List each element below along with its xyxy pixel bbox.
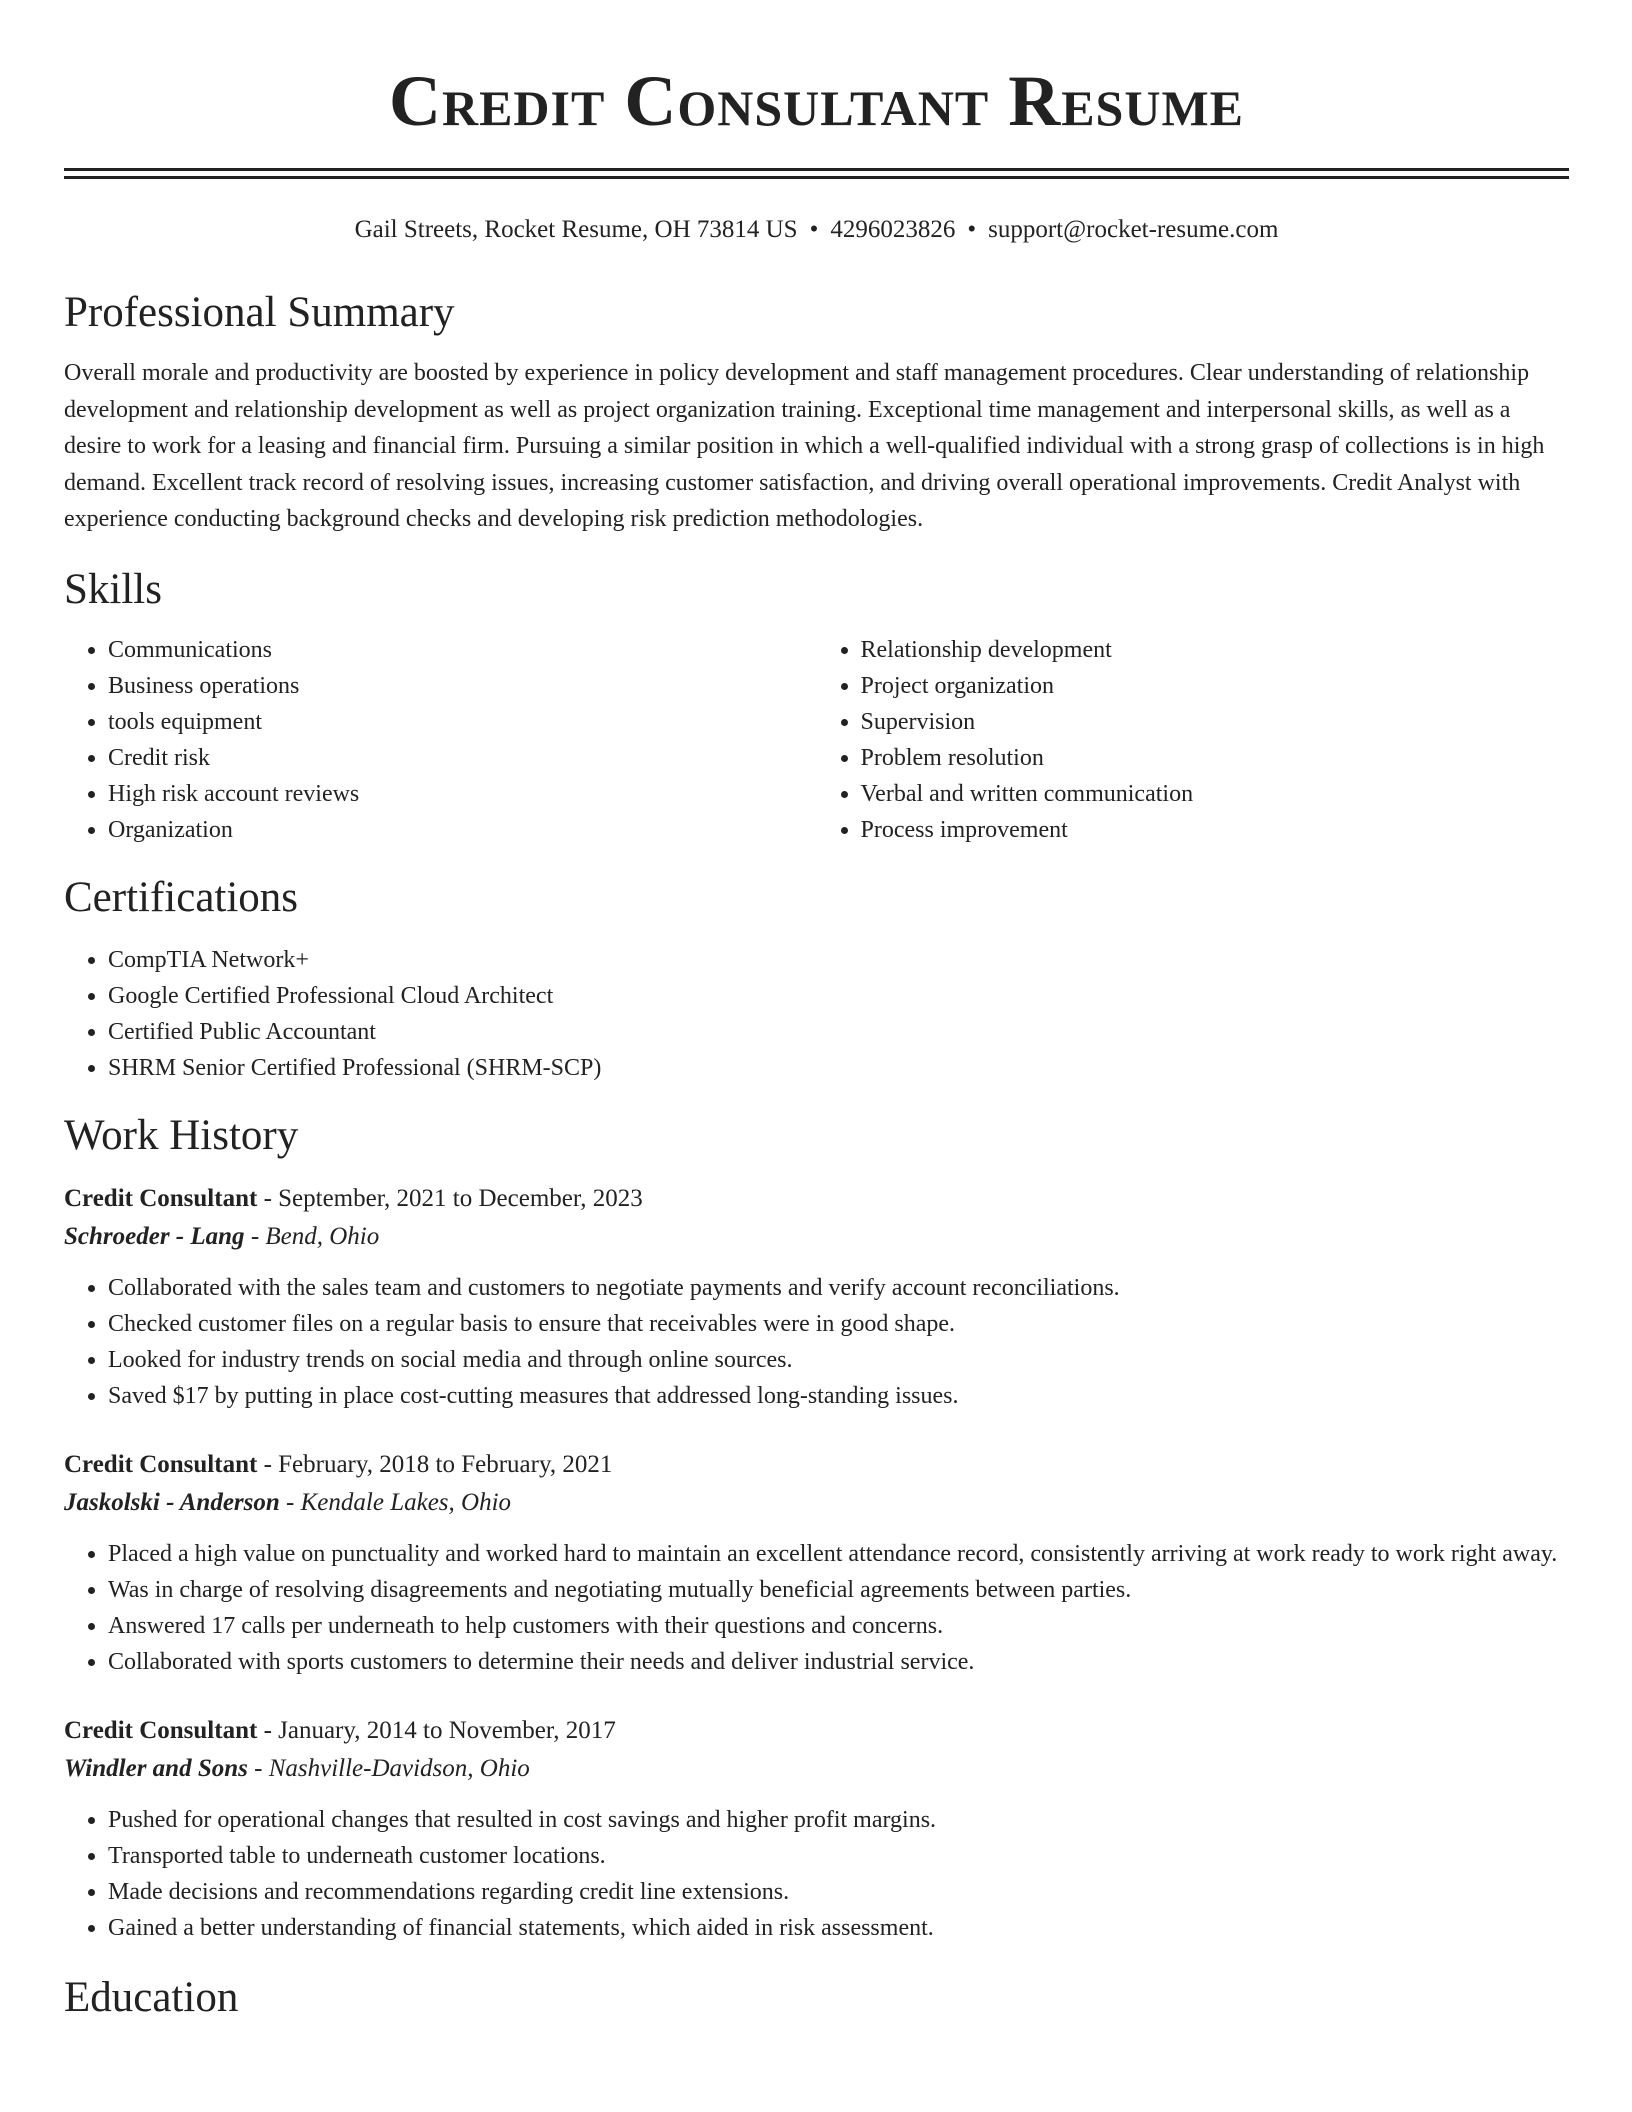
job-employer	[64, 1218, 1569, 1256]
job-dash: -	[247, 1754, 269, 1782]
certification-item: • SHRM Senior Certified Professional (SHRM-SCP)	[108, 1050, 1569, 1086]
job-company: Schroeder - Lang	[64, 1222, 245, 1250]
job-header	[64, 1180, 1569, 1218]
job-dash: -	[257, 1450, 279, 1478]
skill-item: • Credit risk	[108, 740, 817, 776]
skill-item: • Supervision	[861, 704, 1570, 740]
job-bullet: • Pushed for operational changes that resulted in cost savings and higher profit margins.	[108, 1802, 1569, 1838]
job-dash: -	[257, 1184, 279, 1212]
skill-item: • tools equipment	[108, 704, 817, 740]
job-header	[64, 1712, 1569, 1750]
skill-item: • Communications	[108, 632, 817, 668]
job-location: Kendale Lakes, Ohio	[300, 1488, 512, 1516]
section-heading-summary: Professional Summary	[64, 289, 455, 336]
job-title: Credit Consultant	[64, 1450, 258, 1478]
section-heading-education: Education	[64, 1973, 239, 2021]
job-company: Windler and Sons	[64, 1754, 248, 1782]
job-bullet: • Saved $17 by putting in place cost-cutting measures that addressed long-standing issues.	[108, 1378, 1569, 1414]
job-entry	[64, 1446, 1569, 1680]
job-title: Credit Consultant	[64, 1716, 258, 1744]
contact-address: Gail Streets, Rocket Resume, OH 73814 US	[354, 216, 798, 243]
job-entry	[64, 1180, 1569, 1414]
job-header	[64, 1446, 1569, 1484]
skill-item: • Process improvement	[861, 812, 1570, 848]
job-bullets	[64, 1802, 1569, 1946]
job-bullet: • Transported table to underneath customer locations.	[108, 1838, 1569, 1874]
job-bullet: • Made decisions and recommendations regarding credit line extensions.	[108, 1874, 1569, 1910]
contact-email: support@rocket-resume.com	[988, 216, 1279, 243]
job-bullet: • Placed a high value on punctuality and worked hard to maintain an excellent attendance record, consistently arriving at work ready to work right away.	[108, 1536, 1569, 1572]
job-bullet: • Answered 17 calls per underneath to help customers with their questions and concerns.	[108, 1608, 1569, 1644]
job-dash: -	[244, 1222, 266, 1250]
job-bullet: • Was in charge of resolving disagreements and negotiating mutually beneficial agreements between parties.	[108, 1572, 1569, 1608]
job-bullet: • Gained a better understanding of financial statements, which aided in risk assessment.	[108, 1910, 1569, 1946]
job-bullet: • Checked customer files on a regular basis to ensure that receivables were in good shape.	[108, 1306, 1569, 1342]
job-location: Nashville-Davidson, Ohio	[268, 1754, 530, 1782]
summary-text: Overall morale and productivity are boosted by experience in policy development and staff management procedures. Clear understanding of relationship development and relationship development as well as project organization training. Exceptional time management and interpersonal skills, as well as a desire to work for a leasing and financial firm. Pursuing a similar position in which a well-qualified individual with a strong grasp of collections is in high demand. Excellent track record of resolving issues, increasing customer satisfaction, and driving overall operational improvements. Credit Analyst with experience conducting background checks and developing risk prediction methodologies.	[64, 360, 1545, 532]
job-employer	[64, 1750, 1569, 1788]
job-employer	[64, 1484, 1569, 1522]
skills-columns	[64, 632, 1569, 848]
skill-item: • Business operations	[108, 668, 817, 704]
skill-item: • Organization	[108, 812, 817, 848]
skill-item: • Problem resolution	[861, 740, 1570, 776]
section-heading-certifications: Certifications	[64, 873, 299, 921]
job-location: Bend, Ohio	[265, 1222, 380, 1250]
contact-phone: 4296023826	[830, 216, 956, 243]
contact-separator: •	[809, 216, 819, 243]
certification-item: • CompTIA Network+	[108, 942, 1569, 978]
job-dates: September, 2021 to December, 2023	[278, 1184, 643, 1212]
skill-item: • High risk account reviews	[108, 776, 817, 812]
job-bullet: • Looked for industry trends on social media and through online sources.	[108, 1342, 1569, 1378]
certification-item: • Google Certified Professional Cloud Architect	[108, 978, 1569, 1014]
skill-item: • Project organization	[861, 668, 1570, 704]
job-bullet: • Collaborated with the sales team and customers to negotiate payments and verify account reconciliations.	[108, 1270, 1569, 1306]
skills-list-right	[817, 632, 1570, 848]
job-bullet: • Collaborated with sports customers to determine their needs and deliver industrial service.	[108, 1644, 1569, 1680]
skill-item: • Relationship development	[861, 632, 1570, 668]
contact-separator: •	[967, 216, 977, 243]
resume-page	[64, 0, 1569, 2024]
resume-title: Credit Consultant Resume	[388, 61, 1245, 141]
certifications-list	[64, 942, 1569, 1086]
title-double-rule	[64, 168, 1569, 179]
skill-item: • Verbal and written communication	[861, 776, 1570, 812]
job-bullets	[64, 1536, 1569, 1680]
job-dash: -	[257, 1716, 279, 1744]
job-dates: February, 2018 to February, 2021	[278, 1450, 613, 1478]
skills-list-left	[64, 632, 817, 848]
certification-item: • Certified Public Accountant	[108, 1014, 1569, 1050]
section-heading-work-history: Work History	[64, 1111, 299, 1159]
job-title: Credit Consultant	[64, 1184, 258, 1212]
job-entry	[64, 1712, 1569, 1946]
job-bullets	[64, 1270, 1569, 1414]
job-dash: -	[279, 1488, 301, 1516]
job-company: Jaskolski - Anderson	[64, 1488, 280, 1516]
contact-line	[64, 213, 1569, 247]
job-dates: January, 2014 to November, 2017	[278, 1716, 616, 1744]
section-heading-skills: Skills	[64, 565, 162, 613]
